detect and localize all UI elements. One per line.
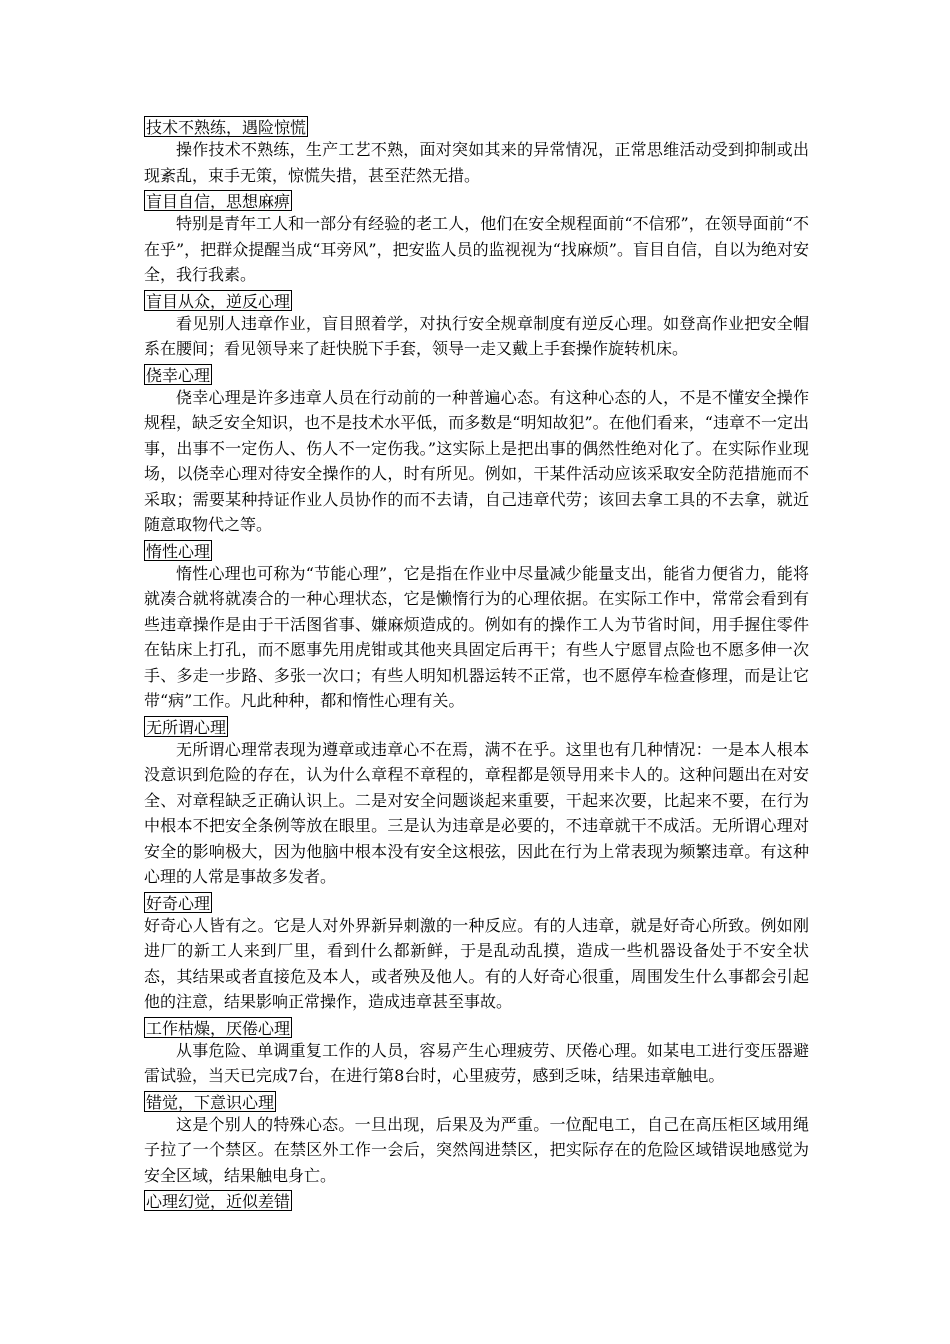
section-paragraph: 惰性心理也可称为“节能心理”，它是指在作业中尽量减少能量支出，能省力便省力，能将就凑合就将就凑合的一种心理状态，它是懒惰行为的心理依据。在实际工作中，常常会看到有些违章操作是由于干活图省事、嫌麻烦造成的。例如有的操作工人为节省时间，用手握住零件在钻床上打孔，而不愿事先用虎钳或其他夹具固定后再干；有些人宁愿冒点险也不愿多伸一次手、多走一步路、多张一次口；有些人明知机器运转不正常，也不愿停车检查修理，而是让它带“病”工作。凡此种种，都和惰性心理有关。 (144, 563, 809, 710)
section-heading: 盲目自信，思想麻痹 (146, 192, 291, 211)
section-hallucination (144, 1190, 809, 1211)
section-paragraph: 特别是青年工人和一部分有经验的老工人，他们在安全规程面前“不信邪”，在领导面前“不在乎”，把群众提醒当成“耳旁风”，把安监人员的监视视为“找麻烦”。盲目自信，自以为绝对安全，我行我素。 (144, 214, 809, 284)
section-heading: 好奇心理 (146, 893, 211, 913)
section-heading: 惰性心理 (146, 541, 211, 561)
section-heading: 盲目从众，逆反心理 (146, 291, 291, 311)
section-paragraph: 操作技术不熟练，生产工艺不熟，面对突如其来的异常情况，正常思维活动受到抑制或出现紊乱，束手无策，惊慌失措，甚至茫然无措。 (144, 140, 809, 185)
section-heading: 侥幸心理 (146, 365, 211, 385)
section-paragraph: 从事危险、单调重复工作的人员，容易产生心理疲劳、厌倦心理。如某电工进行变压器避雷试验，当天已完成7台，在进行第8台时，心里疲劳，感到乏味，结果违章触电。 (144, 1040, 809, 1085)
section-heading: 技术不熟练，遇险惊慌 (146, 118, 307, 137)
section-paragraph: 侥幸心理是许多违章人员在行动前的一种普遍心态。有这种心态的人，不是不懂安全操作规程，缺乏安全知识，也不是技术水平低，而多数是“明知故犯”。在他们看来，“违章不一定出事，出事不一定伤人、伤人不一定伤我。”这实际上是把出事的偶然性绝对化了。在实际作业现场，以侥幸心理对待安全操作的人，时有所见。例如，干某件活动应该采取安全防范措施而不采取；需要某种持证作业人员协作的而不去请，自己违章代劳；该回去拿工具的不去拿，就近随意取物代之等。 (144, 387, 809, 534)
section-laziness (144, 540, 809, 714)
section-boredom (144, 1017, 809, 1089)
section-paragraph: 无所谓心理常表现为遵章或违章心不在焉，满不在乎。这里也有几种情况：一是本人根本没意识到危险的存在，认为什么章程不章程的，章程都是领导用来卡人的。这种问题出在对安全、对章程缺乏正确认识上。二是对安全问题谈起来重要，干起来次要，比起来不要，在行为中根本不把安全条例等放在眼里。三是认为违章是必要的，不违章就干不成活。无所谓心理对安全的影响极大，因为他脑中根本没有安全这根弦，因此在行为上常表现为频繁违章。有这种心理的人常是事故多发者。 (144, 739, 809, 886)
section-unskilled-panic (144, 116, 809, 188)
section-illusion-subconscious (144, 1091, 809, 1189)
section-conformity-rebellion (144, 290, 809, 362)
section-paragraph: 这是个别人的特殊心态。一旦出现，后果及为严重。一位配电工，自己在高压柜区域用绳子拉了一个禁区。在禁区外工作一会后，突然闯进禁区，把实际存在的危险区域错误地感觉为安全区域，结果触电身亡。 (144, 1114, 809, 1185)
section-curiosity (144, 892, 809, 1015)
section-heading: 错觉，下意识心理 (146, 1092, 275, 1112)
section-overconfidence (144, 190, 809, 288)
section-paragraph: 看见别人违章作业，盲目照着学，对执行安全规章制度有逆反心理。如登高作业把安全帽系在腰间；看见领导来了赶快脱下手套，领导一走又戴上手套操作旋转机床。 (144, 313, 809, 358)
document-body (144, 116, 809, 1211)
section-indifference (144, 716, 809, 890)
section-luck-mentality (144, 364, 809, 538)
section-heading: 无所谓心理 (146, 717, 227, 737)
section-heading: 工作枯燥，厌倦心理 (146, 1018, 291, 1038)
section-heading: 心理幻觉，近似差错 (146, 1192, 291, 1211)
section-paragraph: 好奇心人皆有之。它是人对外界新异刺激的一种反应。有的人违章，就是好奇心所致。例如刚进厂的新工人来到厂里，看到什么都新鲜，于是乱动乱摸，造成一些机器设备处于不安全状态，其结果或者直接危及本人，或者殃及他人。有的人好奇心很重，周围发生什么事都会引起他的注意，结果影响正常操作，造成违章甚至事故。 (144, 915, 809, 1011)
